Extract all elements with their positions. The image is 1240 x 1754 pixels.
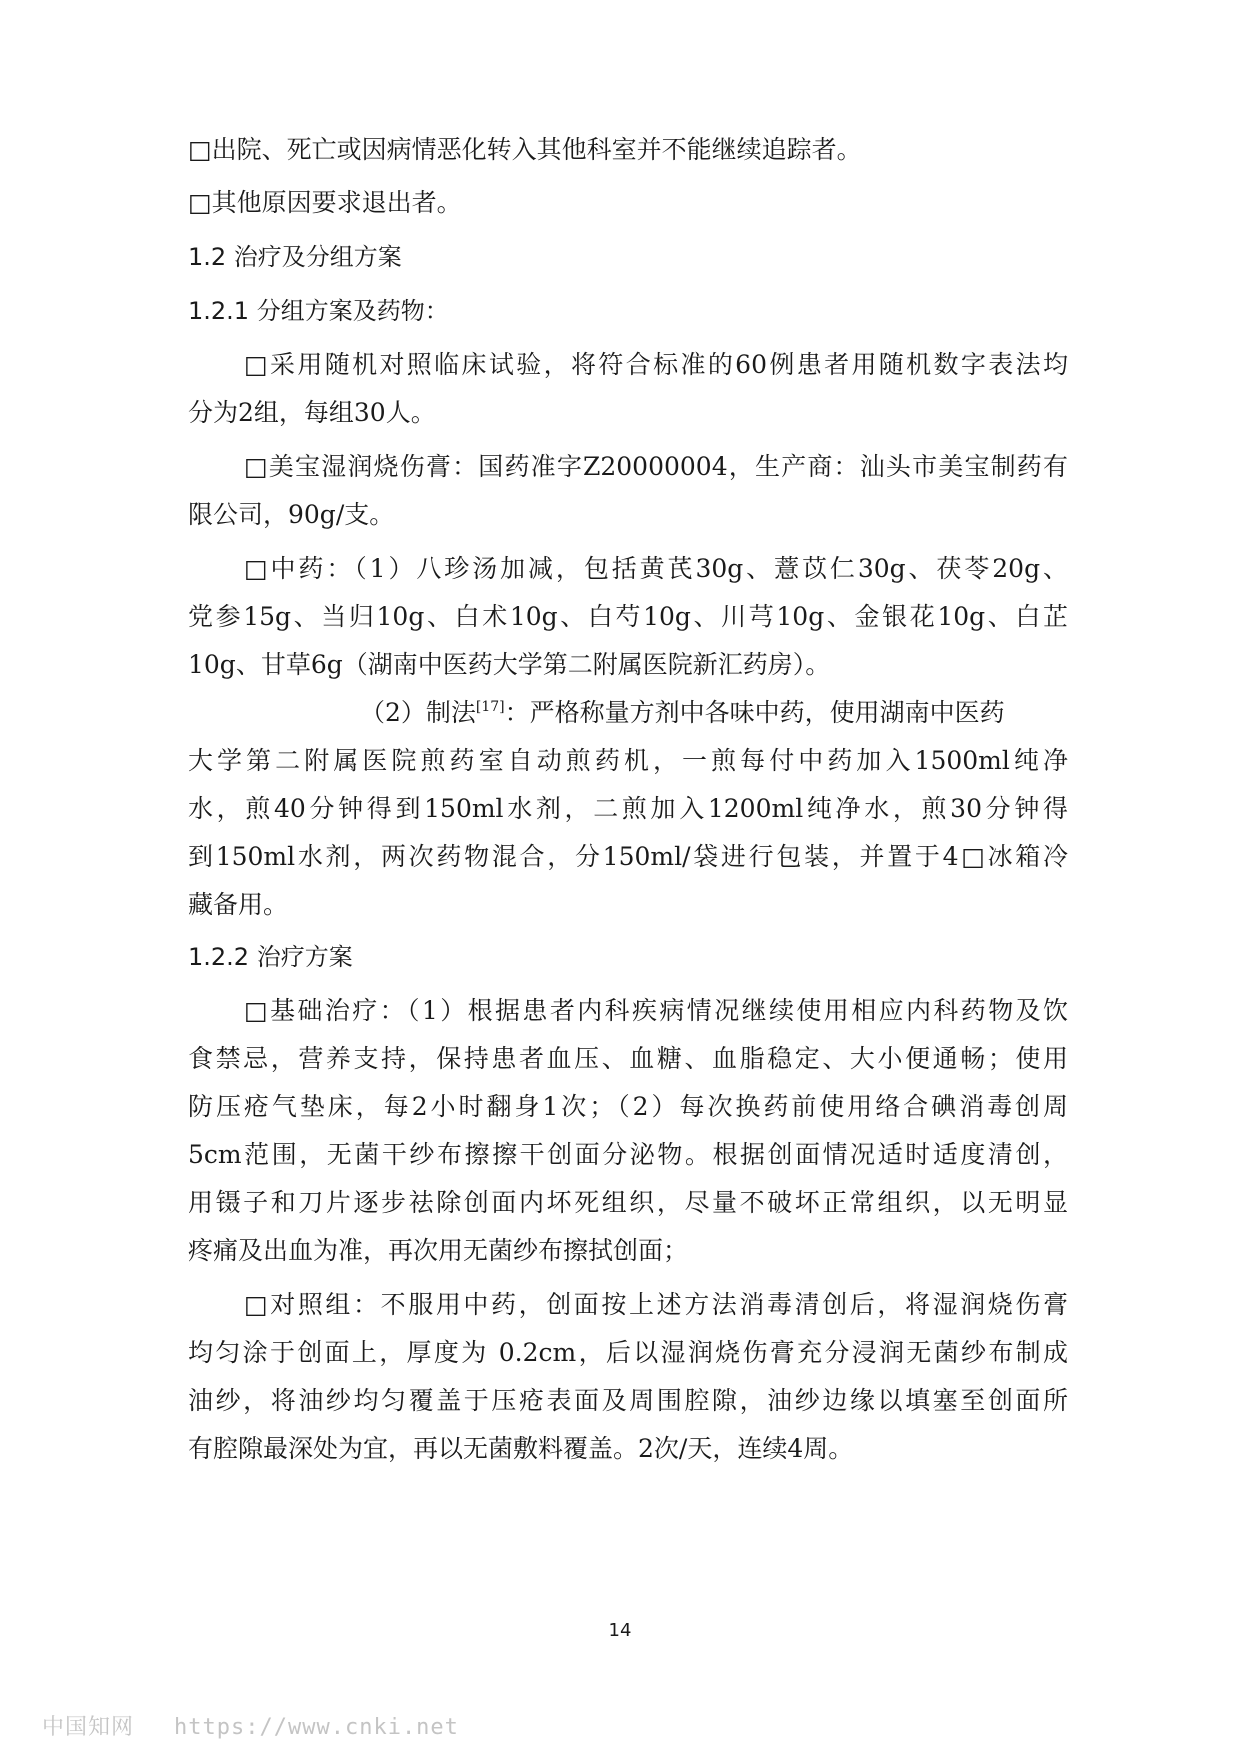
section-heading: 1.2 治疗及分组方案 [188, 243, 402, 271]
text-line: □采用随机对照临床试验，将符合标准的60例患者用随机数字表法均 [244, 350, 1068, 379]
watermark-url: https://www.cnki.net [174, 1715, 459, 1740]
text-line [360, 696, 1068, 730]
text-line: □中药：（1）八珍汤加减，包括黄芪30g、薏苡仁30g、茯苓20g、 [244, 554, 1068, 583]
text-line: 疼痛及出血为准，再次用无菌纱布擦拭创面； [188, 1236, 689, 1265]
page-number: 14 [608, 1620, 632, 1641]
text-line: 分为2组，每组30人。 [188, 398, 436, 427]
text-line: 水，煎40分钟得到150ml水剂，二煎加入1200ml纯净水，煎30分钟得 [188, 794, 1068, 823]
text-line: 到150ml水剂，两次药物混合，分150ml/袋进行包装，并置于4□冰箱冷 [188, 842, 1068, 871]
text-line: 有腔隙最深处为宜，再以无菌敷料覆盖。2次/天，连续4周。 [188, 1434, 854, 1463]
text-line: 大学第二附属医院煎药室自动煎药机，一煎每付中药加入1500ml纯净 [188, 746, 1068, 775]
watermark [42, 1710, 459, 1741]
text-line: 限公司，90g/支。 [188, 500, 395, 529]
text-line: □基础治疗：（1）根据患者内科疾病情况继续使用相应内科药物及饮 [244, 996, 1068, 1025]
watermark-brand: 中国知网 [42, 1715, 135, 1740]
text-line: 10g、甘草6g（湖南中医药大学第二附属医院新汇药房）。 [188, 650, 831, 679]
text-line: 防压疮气垫床，每2小时翻身1次；（2）每次换药前使用络合碘消毒创周 [188, 1092, 1068, 1121]
text-line: □出院、死亡或因病情恶化转入其他科室并不能继续追踪者。 [188, 135, 862, 164]
subsection-heading: 1.2.2 治疗方案 [188, 943, 353, 971]
subsection-heading: 1.2.1 分组方案及药物： [188, 297, 449, 325]
text-line: 油纱，将油纱均匀覆盖于压疮表面及周围腔隙，油纱边缘以填塞至创面所 [188, 1386, 1068, 1415]
text-line: 食禁忌，营养支持，保持患者血压、血糖、血脂稳定、大小便通畅；使用 [188, 1044, 1068, 1073]
text-span: （2）制法 [360, 698, 476, 727]
text-line: 用镊子和刀片逐步祛除创面内坏死组织，尽量不破坏正常组织，以无明显 [188, 1188, 1068, 1217]
text-line: 党参15g、当归10g、白术10g、白芍10g、川芎10g、金银花10g、白芷 [188, 602, 1068, 631]
text-span: ：严格称量方剂中各味中药，使用湖南中医药 [504, 698, 1005, 727]
text-line: 5cm范围，无菌干纱布擦擦干创面分泌物。根据创面情况适时适度清创， [188, 1140, 1068, 1169]
text-line: 藏备用。 [188, 890, 289, 919]
text-line: □对照组：不服用中药，创面按上述方法消毒清创后，将湿润烧伤膏 [244, 1290, 1068, 1319]
text-line: 均匀涂于创面上，厚度为 0.2cm，后以湿润烧伤膏充分浸润无菌纱布制成 [188, 1338, 1068, 1367]
citation-ref[interactable]: [17] [475, 699, 505, 715]
text-line: □其他原因要求退出者。 [188, 188, 462, 217]
text-line: □美宝湿润烧伤膏：国药准字Z20000004，生产商：汕头市美宝制药有 [244, 452, 1068, 481]
